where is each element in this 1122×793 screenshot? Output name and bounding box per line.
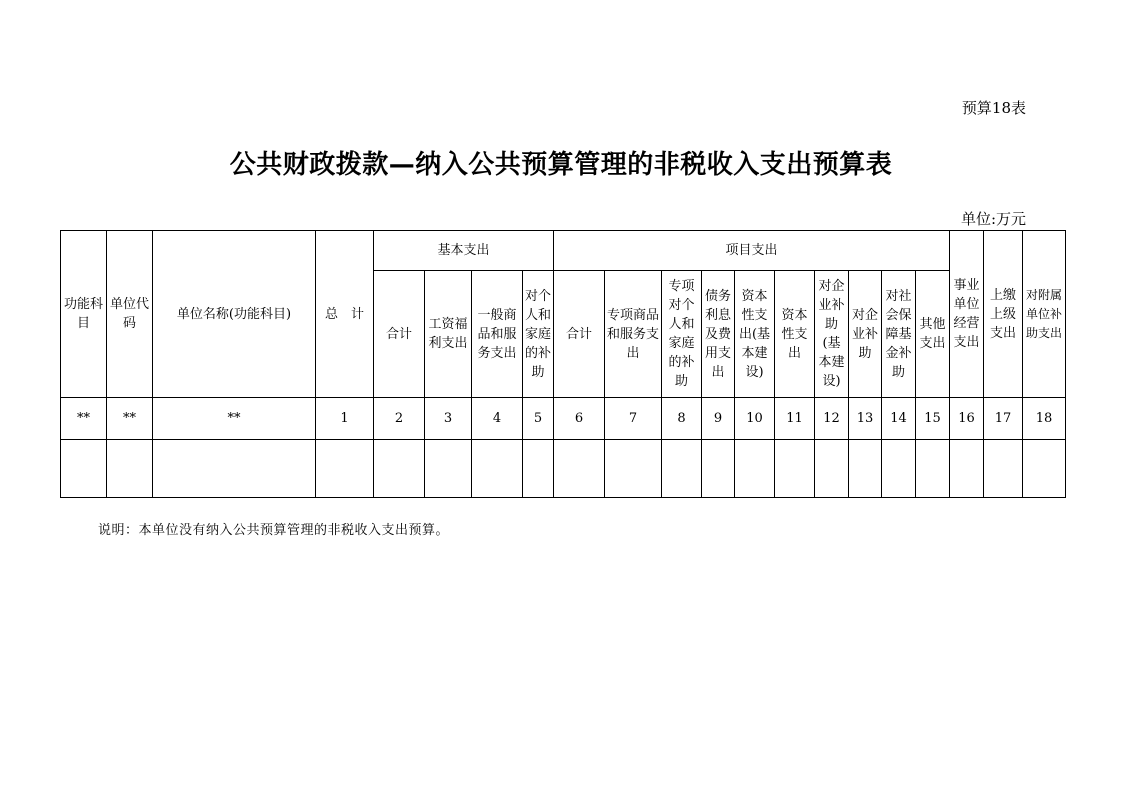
index-cell: 13 bbox=[849, 398, 882, 440]
col-header-basic-total: 合计 bbox=[374, 271, 425, 398]
empty-cell bbox=[815, 440, 849, 498]
empty-cell bbox=[472, 440, 523, 498]
empty-cell bbox=[316, 440, 374, 498]
col-header-proj-total: 合计 bbox=[554, 271, 605, 398]
col-header-proj-goods: 专项商品和服务支出 bbox=[605, 271, 662, 398]
col-header-upper-payment: 上缴上级支出 bbox=[984, 231, 1023, 398]
index-cell: 18 bbox=[1023, 398, 1066, 440]
col-header-unit-code: 单位代码 bbox=[107, 231, 153, 398]
index-cell: 8 bbox=[662, 398, 702, 440]
index-cell: 4 bbox=[472, 398, 523, 440]
col-header-basic-goods: 一般商品和服务支出 bbox=[472, 271, 523, 398]
col-header-proj-debt: 债务利息及费用支出 bbox=[702, 271, 735, 398]
empty-cell bbox=[735, 440, 775, 498]
budget-table bbox=[60, 230, 1066, 498]
index-cell: 3 bbox=[425, 398, 472, 440]
index-cell: 7 bbox=[605, 398, 662, 440]
empty-data-row bbox=[61, 440, 1066, 498]
empty-cell bbox=[61, 440, 107, 498]
col-header-proj-social: 对社会保障基金补助 bbox=[882, 271, 916, 398]
col-header-proj-ent: 对企业补助 bbox=[849, 271, 882, 398]
index-cell: 14 bbox=[882, 398, 916, 440]
index-cell: 9 bbox=[702, 398, 735, 440]
col-header-proj-other: 其他支出 bbox=[916, 271, 950, 398]
footnote: 说明：本单位没有纳入公共预算管理的非税收入支出预算。 bbox=[98, 523, 450, 538]
page-title: 公共财政拨款—纳入公共预算管理的非税收入支出预算表 bbox=[229, 150, 893, 180]
index-cell: 6 bbox=[554, 398, 605, 440]
empty-cell bbox=[916, 440, 950, 498]
index-cell: 17 bbox=[984, 398, 1023, 440]
index-cell: 15 bbox=[916, 398, 950, 440]
unit-label: 单位:万元 bbox=[960, 210, 1026, 228]
index-cell: 2 bbox=[374, 398, 425, 440]
empty-cell bbox=[605, 440, 662, 498]
col-header-proj-personal: 专项对个人和家庭的补助 bbox=[662, 271, 702, 398]
col-header-proj-capital-build: 资本性支出(基本建设) bbox=[735, 271, 775, 398]
col-header-func-subject: 功能科目 bbox=[61, 231, 107, 398]
empty-cell bbox=[1023, 440, 1066, 498]
empty-cell bbox=[554, 440, 605, 498]
col-header-sub-subsidy: 对附属单位补助支出 bbox=[1023, 231, 1066, 398]
empty-cell bbox=[702, 440, 735, 498]
col-header-proj-ent-build: 对企业补助(基本建设) bbox=[815, 271, 849, 398]
table-number: 预算18表 bbox=[961, 99, 1026, 117]
index-cell: 10 bbox=[735, 398, 775, 440]
empty-cell bbox=[775, 440, 815, 498]
empty-cell bbox=[849, 440, 882, 498]
index-cell: 1 bbox=[316, 398, 374, 440]
col-header-basic-wage: 工资福利支出 bbox=[425, 271, 472, 398]
index-cell: 11 bbox=[775, 398, 815, 440]
empty-cell bbox=[153, 440, 316, 498]
group-header-basic: 基本支出 bbox=[374, 231, 554, 271]
index-cell: ** bbox=[153, 398, 316, 440]
empty-cell bbox=[882, 440, 916, 498]
empty-cell bbox=[523, 440, 554, 498]
index-row bbox=[61, 398, 1066, 440]
empty-cell bbox=[984, 440, 1023, 498]
index-cell: 12 bbox=[815, 398, 849, 440]
index-cell: ** bbox=[61, 398, 107, 440]
col-header-basic-personal: 对个人和家庭的补助 bbox=[523, 271, 554, 398]
empty-cell bbox=[107, 440, 153, 498]
index-cell: 16 bbox=[950, 398, 984, 440]
header-row-groups bbox=[61, 231, 1066, 271]
empty-cell bbox=[374, 440, 425, 498]
empty-cell bbox=[950, 440, 984, 498]
col-header-proj-capital: 资本性支出 bbox=[775, 271, 815, 398]
empty-cell bbox=[662, 440, 702, 498]
index-cell: ** bbox=[107, 398, 153, 440]
group-header-project: 项目支出 bbox=[554, 231, 950, 271]
col-header-inst-operation: 事业单位经营支出 bbox=[950, 231, 984, 398]
col-header-total: 总 计 bbox=[316, 231, 374, 398]
empty-cell bbox=[425, 440, 472, 498]
index-cell: 5 bbox=[523, 398, 554, 440]
col-header-unit-name: 单位名称(功能科目) bbox=[153, 231, 316, 398]
